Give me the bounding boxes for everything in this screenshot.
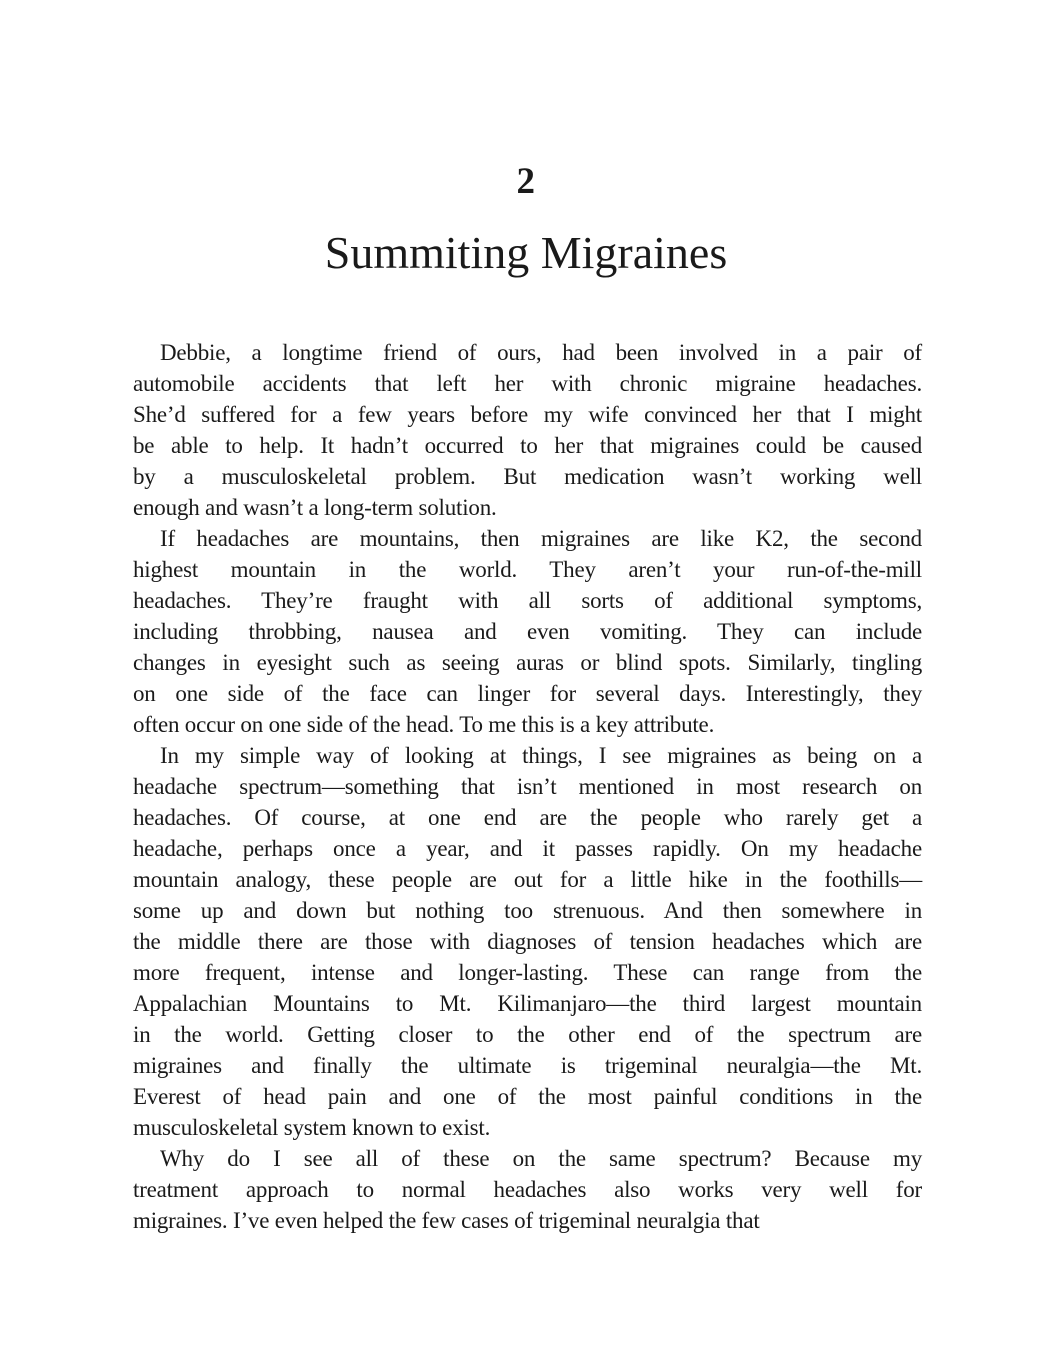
text-line: often occur on one side of the head. To me this is a key attribute. (133, 712, 715, 737)
text-line: migraines and finally the ultimate is trigeminal neuralgia—the Mt. (133, 1053, 922, 1078)
text-line: migraines. I’ve even helped the few cases of trigeminal neuralgia that (133, 1208, 760, 1233)
text-line: musculoskeletal system known to exist. (133, 1115, 491, 1140)
text-line: some up and down but nothing too strenuous. And then somewhere in (133, 898, 922, 923)
text-line: in the world. Getting closer to the other end of the spectrum are (133, 1022, 922, 1047)
chapter-title: Summiting Migraines (324, 227, 728, 278)
text-line: more frequent, intense and longer-lasting. These can range from the (133, 960, 922, 985)
paragraph (133, 740, 922, 1143)
text-line: She’d suffered for a few years before my wife convinced her that I might (133, 402, 922, 427)
text-line: changes in eyesight such as seeing auras or blind spots. Similarly, tingling (133, 650, 922, 675)
text-line: mountain analogy, these people are out for a little hike in the foothills— (133, 867, 922, 892)
text-line: In my simple way of looking at things, I see migraines as being on a (160, 743, 922, 768)
text-line: by a musculoskeletal problem. But medication wasn’t working well (133, 464, 922, 489)
text-line: headache spectrum—something that isn’t mentioned in most research on (133, 774, 922, 799)
text-line: including throbbing, nausea and even vomiting. They can include (133, 619, 922, 644)
text-line: headache, perhaps once a year, and it passes rapidly. On my headache (133, 836, 922, 861)
text-line: automobile accidents that left her with chronic migraine headaches. (133, 371, 922, 396)
paragraph (133, 523, 922, 740)
text-line: headaches. Of course, at one end are the people who rarely get a (133, 805, 922, 830)
text-line: treatment approach to normal headaches also works very well for (133, 1177, 922, 1202)
text-line: Everest of head pain and one of the most painful conditions in the (133, 1084, 922, 1109)
paragraph (133, 1143, 922, 1236)
text-line: enough and wasn’t a long-term solution. (133, 495, 497, 520)
text-line: headaches. They’re fraught with all sorts of additional symptoms, (133, 588, 922, 613)
text-line: be able to help. It hadn’t occurred to her that migraines could be caused (133, 433, 922, 458)
chapter-number: 2 (516, 161, 536, 202)
text-line: the middle there are those with diagnoses of tension headaches which are (133, 929, 922, 954)
text-line: Why do I see all of these on the same spectrum? Because my (160, 1146, 922, 1171)
text-line: If headaches are mountains, then migraines are like K2, the second (160, 526, 922, 551)
text-line: highest mountain in the world. They aren’t your run-of-the-mill (133, 557, 922, 582)
paragraph (133, 337, 922, 523)
text-line: Debbie, a longtime friend of ours, had been involved in a pair of (160, 340, 922, 365)
text-line: Appalachian Mountains to Mt. Kilimanjaro—the third largest mountain (133, 991, 922, 1016)
text-line: on one side of the face can linger for several days. Interestingly, they (133, 681, 922, 706)
body-text (133, 337, 922, 1236)
